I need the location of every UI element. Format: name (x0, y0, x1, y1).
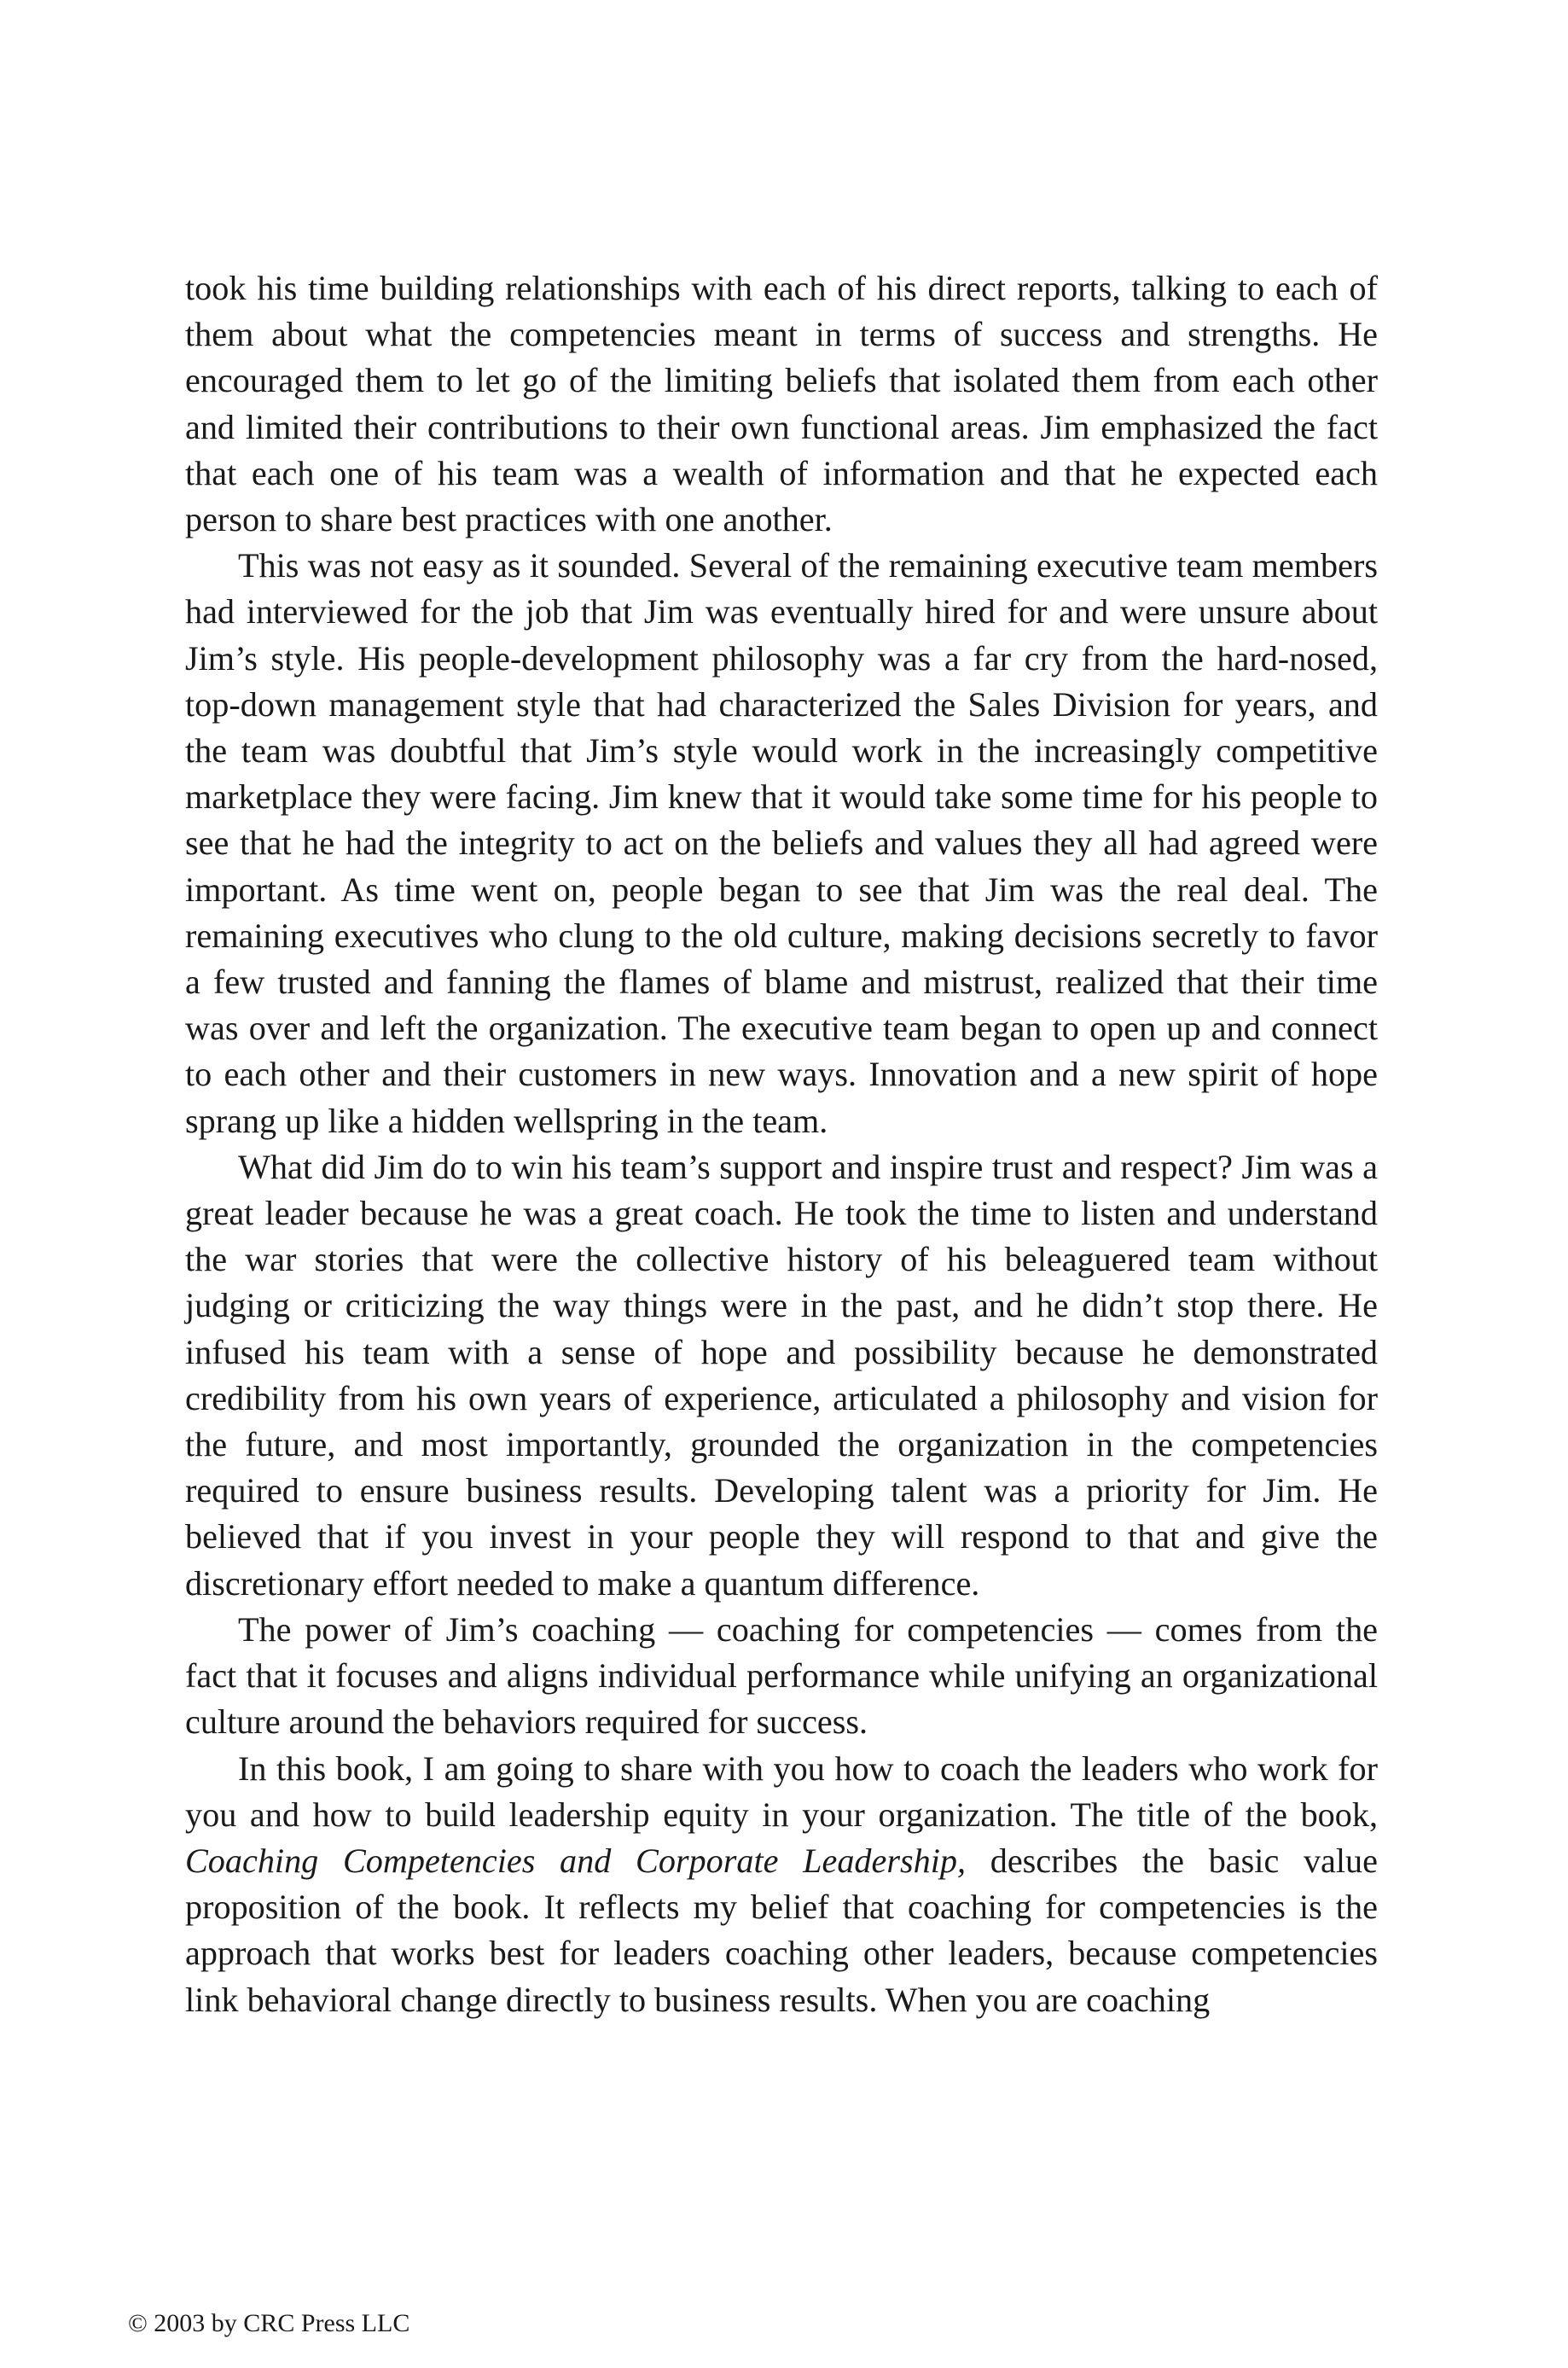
paragraph-in-this-book-lead: In this book, I am going to share with you how to coach the leaders who work for you and how to build leadership equity in your organization. The title of the book, (185, 1748, 1378, 1834)
copyright-footer: © 2003 by CRC Press LLC (128, 2309, 410, 2337)
paragraph-executive-team: This was not easy as it sounded. Several of the remaining executive team members had interviewed for the job that Jim was eventually hired for and were unsure about Jim’s style. His people-development philosophy was a far cry from the hard-nosed, top-down management style that had characterized the Sales Division for years, and the team was doubtful that Jim’s style would work in the increasingly competitive marketplace they were facing. Jim knew that it would take some time for his people to see that he had the integrity to act on the beliefs and values they all had agreed were important. As time went on, people began to see that Jim was the real deal. The remaining executives who clung to the old culture, making decisions secretly to favor a few trusted and fanning the flames of blame and mistrust, realized that their time was over and left the organization. The executive team began to open up and connect to each other and their customers in new ways. Innovation and a new spirit of hope sprang up like a hidden wellspring in the team. (185, 546, 1378, 1140)
page-body (185, 265, 1378, 2023)
paragraph-power-of-coaching: The power of Jim’s coaching — coaching for competencies — comes from the fact that it focuses and aligns individual performance while unifying an organizational culture around the behaviors required for success. (185, 1609, 1378, 1742)
paragraph-great-coach: What did Jim do to win his team’s support and inspire trust and respect? Jim was a great leader because he was a great coach. He took the time to listen and understand the war stories that were the collective history of his beleaguered team without judging or criticizing the way things were in the past, and he didn’t stop there. He infused his team with a sense of hope and possibility because he demonstrated credibility from his own years of experience, articulated a philosophy and vision for the future, and most importantly, grounded the organization in the competencies required to ensure business results. Developing talent was a priority for Jim. He believed that if you invest in your people they will respond to that and give the discretionary effort needed to make a quantum difference. (185, 1147, 1378, 1603)
paragraph-in-this-book (185, 1746, 1378, 2023)
paragraph-continuation: took his time building relationships with each of his direct reports, talking to each of them about what the competencies meant in terms of success and strengths. He encouraged them to let go of the limiting beliefs that isolated them from each other and limited their contributions to their own functional areas. Jim emphasized the fact that each one of his team was a wealth of information and that he expected each person to share best practices with one another. (185, 269, 1378, 539)
book-title: Coaching Competencies and Corporate Leadership, (185, 1841, 967, 1880)
paragraph-in-this-book-rest: describes the basic value proposition of the book. It reflects my belief that coaching for competencies is the approach that works best for leaders coaching other leaders, because competencies link behavioral change directly to business results. When you are coaching (185, 1841, 1378, 2019)
